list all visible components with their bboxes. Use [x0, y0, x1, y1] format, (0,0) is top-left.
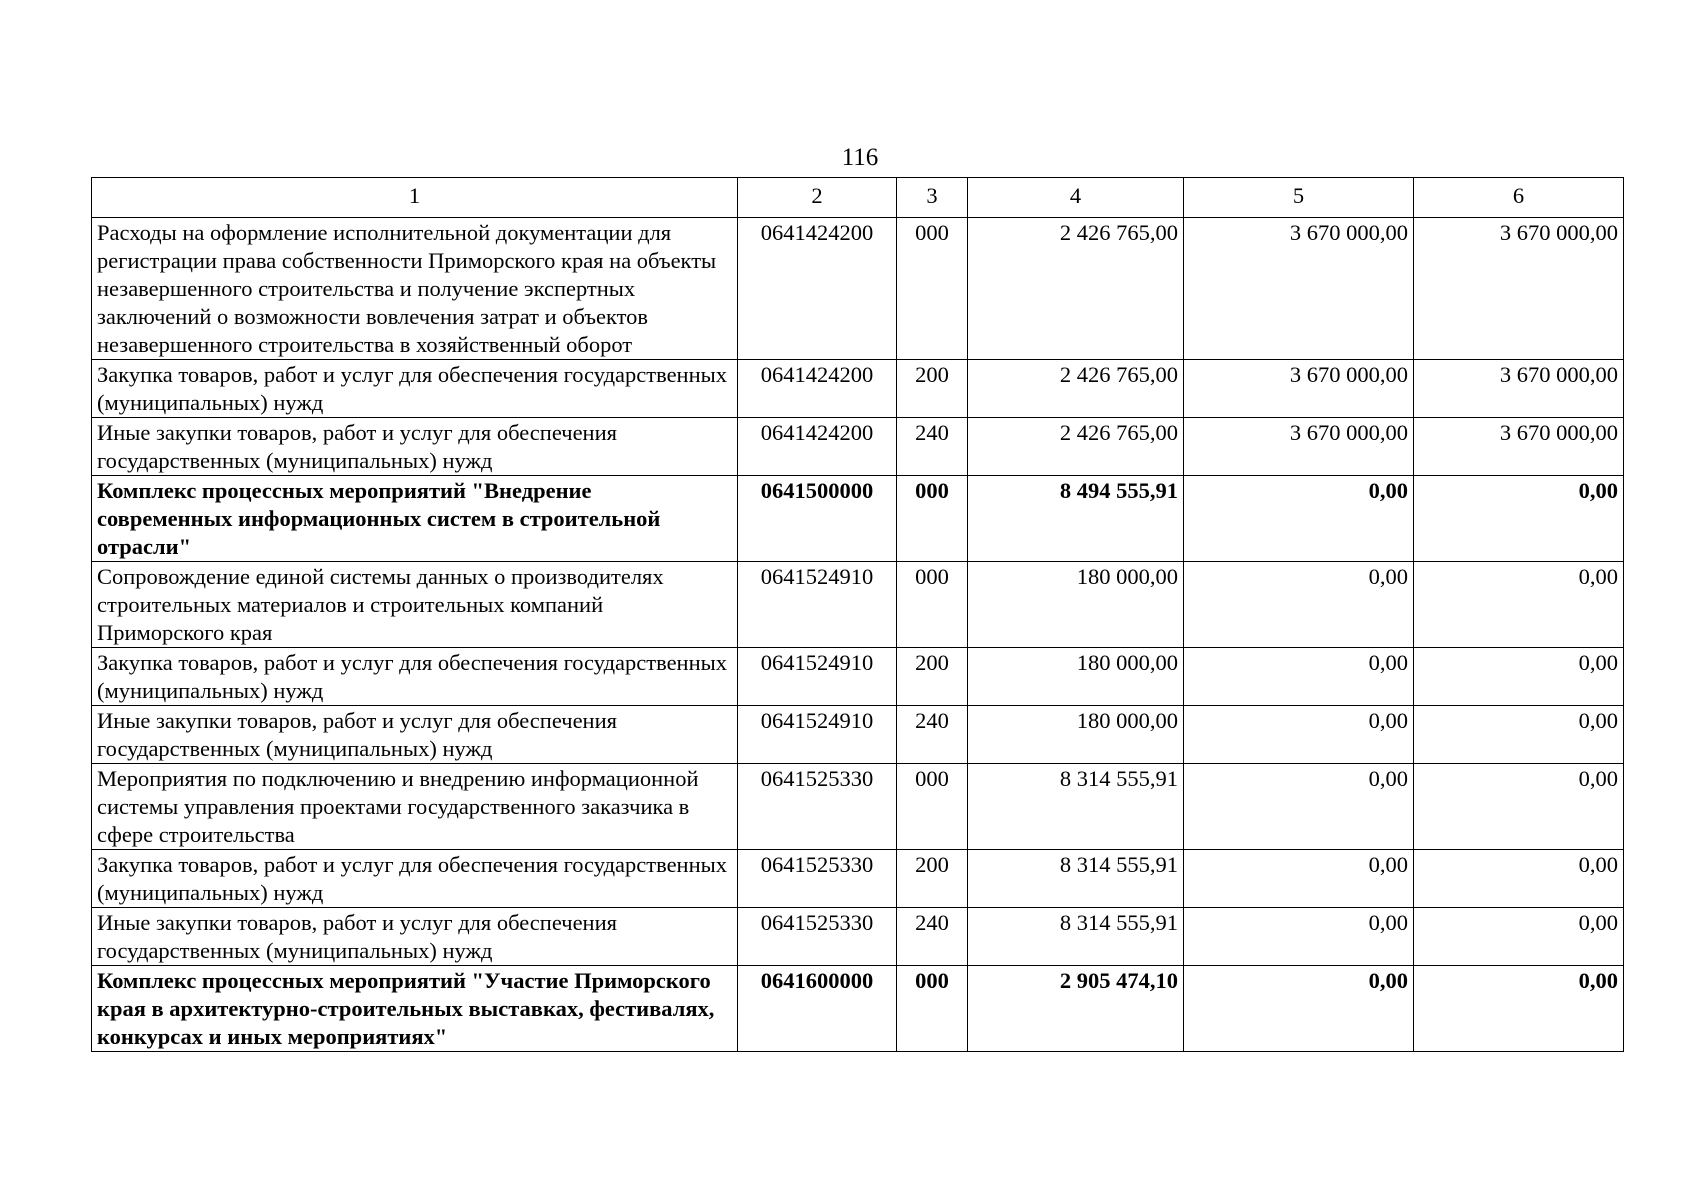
row-value-col5-cell: 0,00 [1184, 706, 1414, 764]
table-row [92, 562, 1624, 648]
row-value-col5-cell: 0,00 [1184, 562, 1414, 648]
row-value-col6-cell: 0,00 [1414, 476, 1624, 562]
row-value-col6-cell: 0,00 [1414, 648, 1624, 706]
row-expense-type-cell: 200 [897, 850, 968, 908]
row-value-col4-cell: 8 314 555,91 [968, 764, 1184, 850]
row-value-col6-cell: 0,00 [1414, 706, 1624, 764]
row-value-col5-cell: 3 670 000,00 [1184, 218, 1414, 360]
row-expense-type-cell: 000 [897, 764, 968, 850]
row-name-cell: Закупка товаров, работ и услуг для обеспечения государственных (муниципальных) нужд [92, 648, 738, 706]
row-value-col6-cell: 3 670 000,00 [1414, 218, 1624, 360]
row-value-col5-cell: 3 670 000,00 [1184, 360, 1414, 418]
row-expense-type-cell: 200 [897, 360, 968, 418]
row-value-col6-cell: 0,00 [1414, 908, 1624, 966]
row-code-cell: 0641600000 [738, 966, 897, 1052]
table-row [92, 764, 1624, 850]
table-body [92, 218, 1624, 1052]
row-name-cell: Иные закупки товаров, работ и услуг для обеспечения государственных (муниципальных) нужд [92, 908, 738, 966]
row-expense-type-cell: 000 [897, 476, 968, 562]
table-row [92, 966, 1624, 1052]
table-row [92, 706, 1624, 764]
row-name-cell: Комплекс процессных мероприятий "Внедрение современных информационных систем в строительной отрасли" [92, 476, 738, 562]
row-expense-type-cell: 240 [897, 706, 968, 764]
row-code-cell: 0641424200 [738, 360, 897, 418]
row-expense-type-cell: 200 [897, 648, 968, 706]
row-value-col4-cell: 2 905 474,10 [968, 966, 1184, 1052]
row-value-col5-cell: 0,00 [1184, 764, 1414, 850]
row-value-col6-cell: 0,00 [1414, 850, 1624, 908]
table-row [92, 476, 1624, 562]
row-code-cell: 0641525330 [738, 764, 897, 850]
row-code-cell: 0641525330 [738, 908, 897, 966]
row-value-col5-cell: 0,00 [1184, 476, 1414, 562]
row-value-col6-cell: 0,00 [1414, 562, 1624, 648]
row-expense-type-cell: 240 [897, 908, 968, 966]
row-value-col4-cell: 2 426 765,00 [968, 360, 1184, 418]
row-name-cell: Комплекс процессных мероприятий "Участие Приморского края в архитектурно-строительных выставках, фестивалях, конкурсах и иных мероприятиях" [92, 966, 738, 1052]
row-value-col5-cell: 3 670 000,00 [1184, 418, 1414, 476]
row-value-col4-cell: 8 314 555,91 [968, 908, 1184, 966]
row-expense-type-cell: 000 [897, 562, 968, 648]
header-cell: 4 [968, 178, 1184, 218]
table-row [92, 850, 1624, 908]
row-name-cell: Расходы на оформление исполнительной документации для регистрации права собственности Приморского края на объекты незавершенного строительства и получение экспертных заключений о возможности вовлечения затрат и объектов незавершенного строительства в хозяйственный оборот [92, 218, 738, 360]
row-name-cell: Иные закупки товаров, работ и услуг для обеспечения государственных (муниципальных) нужд [92, 418, 738, 476]
row-value-col4-cell: 2 426 765,00 [968, 218, 1184, 360]
table-row [92, 908, 1624, 966]
header-cell: 2 [738, 178, 897, 218]
page-number: 116 [841, 144, 879, 171]
row-value-col6-cell: 3 670 000,00 [1414, 418, 1624, 476]
row-code-cell: 0641524910 [738, 562, 897, 648]
table-row [92, 360, 1624, 418]
row-code-cell: 0641524910 [738, 706, 897, 764]
row-value-col5-cell: 0,00 [1184, 908, 1414, 966]
row-name-cell: Сопровождение единой системы данных о производителях строительных материалов и строительных компаний Приморского края [92, 562, 738, 648]
header-cell: 6 [1414, 178, 1624, 218]
row-value-col4-cell: 2 426 765,00 [968, 418, 1184, 476]
row-name-cell: Закупка товаров, работ и услуг для обеспечения государственных (муниципальных) нужд [92, 850, 738, 908]
row-code-cell: 0641525330 [738, 850, 897, 908]
row-name-cell: Мероприятия по подключению и внедрению информационной системы управления проектами государственного заказчика в сфере строительства [92, 764, 738, 850]
row-value-col4-cell: 180 000,00 [968, 648, 1184, 706]
table-row [92, 418, 1624, 476]
row-expense-type-cell: 000 [897, 218, 968, 360]
table-row [92, 218, 1624, 360]
budget-table [91, 177, 1624, 1052]
row-code-cell: 0641500000 [738, 476, 897, 562]
row-value-col4-cell: 8 314 555,91 [968, 850, 1184, 908]
header-cell: 1 [92, 178, 738, 218]
row-code-cell: 0641424200 [738, 218, 897, 360]
table-row [92, 648, 1624, 706]
table-header-row [92, 178, 1624, 218]
row-expense-type-cell: 240 [897, 418, 968, 476]
row-value-col6-cell: 3 670 000,00 [1414, 360, 1624, 418]
row-code-cell: 0641424200 [738, 418, 897, 476]
header-cell: 3 [897, 178, 968, 218]
row-code-cell: 0641524910 [738, 648, 897, 706]
header-cell: 5 [1184, 178, 1414, 218]
row-value-col4-cell: 180 000,00 [968, 562, 1184, 648]
row-value-col4-cell: 8 494 555,91 [968, 476, 1184, 562]
row-value-col6-cell: 0,00 [1414, 966, 1624, 1052]
row-name-cell: Иные закупки товаров, работ и услуг для обеспечения государственных (муниципальных) нужд [92, 706, 738, 764]
row-value-col4-cell: 180 000,00 [968, 706, 1184, 764]
row-value-col6-cell: 0,00 [1414, 764, 1624, 850]
row-value-col5-cell: 0,00 [1184, 966, 1414, 1052]
row-expense-type-cell: 000 [897, 966, 968, 1052]
row-value-col5-cell: 0,00 [1184, 850, 1414, 908]
row-value-col5-cell: 0,00 [1184, 648, 1414, 706]
row-name-cell: Закупка товаров, работ и услуг для обеспечения государственных (муниципальных) нужд [92, 360, 738, 418]
